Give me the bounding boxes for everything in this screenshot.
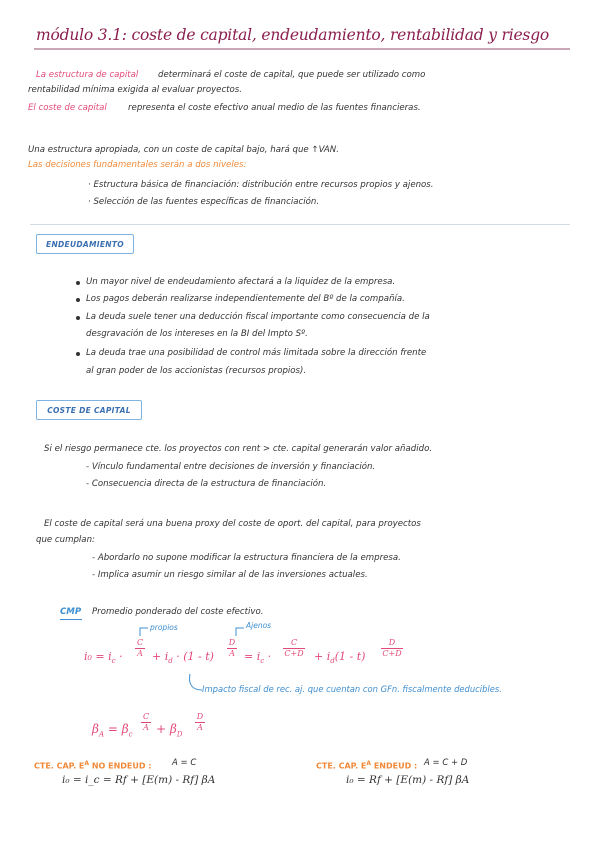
endeud-bullet-4a: La deuda trae una posibilidad de control más limitada sobre la dirección frente	[86, 348, 427, 358]
structure-item-1: · Estructura básica de financiación: distribución entre recursos propios y ajenos.	[88, 180, 434, 190]
beta-formula-plus: + $\beta_D$	[156, 722, 183, 739]
intro-term-2: El coste de capital	[28, 103, 107, 113]
intro-term-1: La estructura de capital	[36, 70, 139, 80]
bullet-dot	[76, 352, 80, 356]
coste-line-1: Si el riesgo permanece cte. los proyectos con rent > cte. capital generarán valor añadido.	[44, 444, 433, 454]
no-endeud-equation: A = C	[172, 758, 197, 768]
proxy-line-2: que cumplan:	[36, 535, 95, 545]
bullet-dot	[76, 281, 80, 285]
endeud-bullet-1: Un mayor nivel de endeudamiento afectará a la liquidez de la empresa.	[86, 277, 396, 287]
endeudamiento-heading: ENDEUDAMIENTO	[36, 234, 134, 254]
bullet-dot	[76, 298, 80, 302]
beta-formula-left: $\beta_A = \beta_c$	[92, 722, 133, 739]
bullet-dot	[76, 316, 80, 320]
fraction-D-over-A: D A	[228, 638, 236, 658]
formula-id-term: + $i_d \cdot (1 - t)$	[152, 650, 214, 666]
cmp-description: Promedio ponderado del coste efectivo.	[92, 607, 264, 617]
intro-line-1: determinará el coste de capital, que puede ser utilizado como	[158, 70, 426, 80]
intro-line-3: representa el coste efectivo anual medio de las fuentes financieras.	[128, 103, 421, 113]
structure-line-1: Una estructura apropiada, con un coste de capital bajo, hará que ↑VAN.	[28, 145, 339, 155]
cte-cap-endeud-label: CTE. CAP. $E^A$ ENDEUD :	[316, 760, 418, 771]
fiscal-note: Impacto fiscal de rec. aj. que cuentan con GFn. fiscalmente deducibles.	[202, 684, 502, 694]
structure-line-2: Las decisiones fundamentales serán a dos niveles:	[28, 160, 247, 170]
no-endeud-formula: i₀ = i_c = Rf + [E(m) - Rf] βA	[62, 774, 216, 786]
cmp-underline	[60, 619, 82, 620]
beta-fraction-C-over-A: C A	[142, 712, 150, 732]
section-divider	[30, 224, 570, 225]
structure-item-2: · Selección de las fuentes específicas de financiación.	[88, 197, 320, 207]
fraction-D-over-CD: D C+D	[382, 638, 402, 658]
cte-cap-no-endeud-label: CTE. CAP. $E^A$ NO ENDEUD :	[34, 760, 152, 771]
coste-capital-heading: COSTE DE CAPITAL	[36, 400, 142, 420]
label-ajenos: Ajenos	[246, 621, 272, 630]
cmp-label: CMP	[60, 607, 82, 617]
intro-line-2: rentabilidad mínima exigida al evaluar proyectos.	[28, 85, 243, 95]
bracket-arrows-icon	[134, 624, 294, 640]
page-title: módulo 3.1: coste de capital, endeudamiento, rentabilidad y riesgo	[36, 26, 550, 44]
formula-eq-ic: = $i_c$ ·	[244, 650, 272, 666]
endeud-bullet-4b: al gran poder de los accionistas (recursos propios).	[86, 366, 307, 376]
formula-id-term-2: + $i_d(1 - t)$	[314, 650, 366, 666]
coste-sub-1: - Vínculo fundamental entre decisiones de inversión y financiación.	[86, 462, 376, 472]
endeud-equation: A = C + D	[424, 758, 468, 768]
proxy-line-1: El coste de capital será una buena proxy del coste de oport. del capital, para proyectos	[44, 519, 421, 529]
endeud-bullet-3a: La deuda suele tener una deducción fiscal importante como consecuencia de la	[86, 312, 430, 322]
label-propios: propios	[150, 623, 178, 632]
proxy-item-1: - Abordarlo no supone modificar la estructura financiera de la empresa.	[92, 553, 401, 563]
endeud-bullet-3b: desgravación de los intereses en la BI del Impto Sº.	[86, 329, 308, 339]
endeud-bullet-2: Los pagos deberán realizarse independientemente del Bº de la compañía.	[86, 294, 405, 304]
coste-sub-2: - Consecuencia directa de la estructura de financiación.	[86, 479, 327, 489]
fraction-C-over-A: C A	[136, 638, 144, 658]
title-underline	[34, 48, 570, 50]
formula-io: $i_0 = i_c$ ·	[84, 650, 123, 666]
fraction-C-over-CD: C C+D	[284, 638, 304, 658]
endeud-formula: i₀ = Rf + [E(m) - Rf] βA	[346, 774, 470, 786]
beta-fraction-D-over-A: D A	[196, 712, 204, 732]
proxy-item-2: - Implica asumir un riesgo similar al de las inversiones actuales.	[92, 570, 368, 580]
